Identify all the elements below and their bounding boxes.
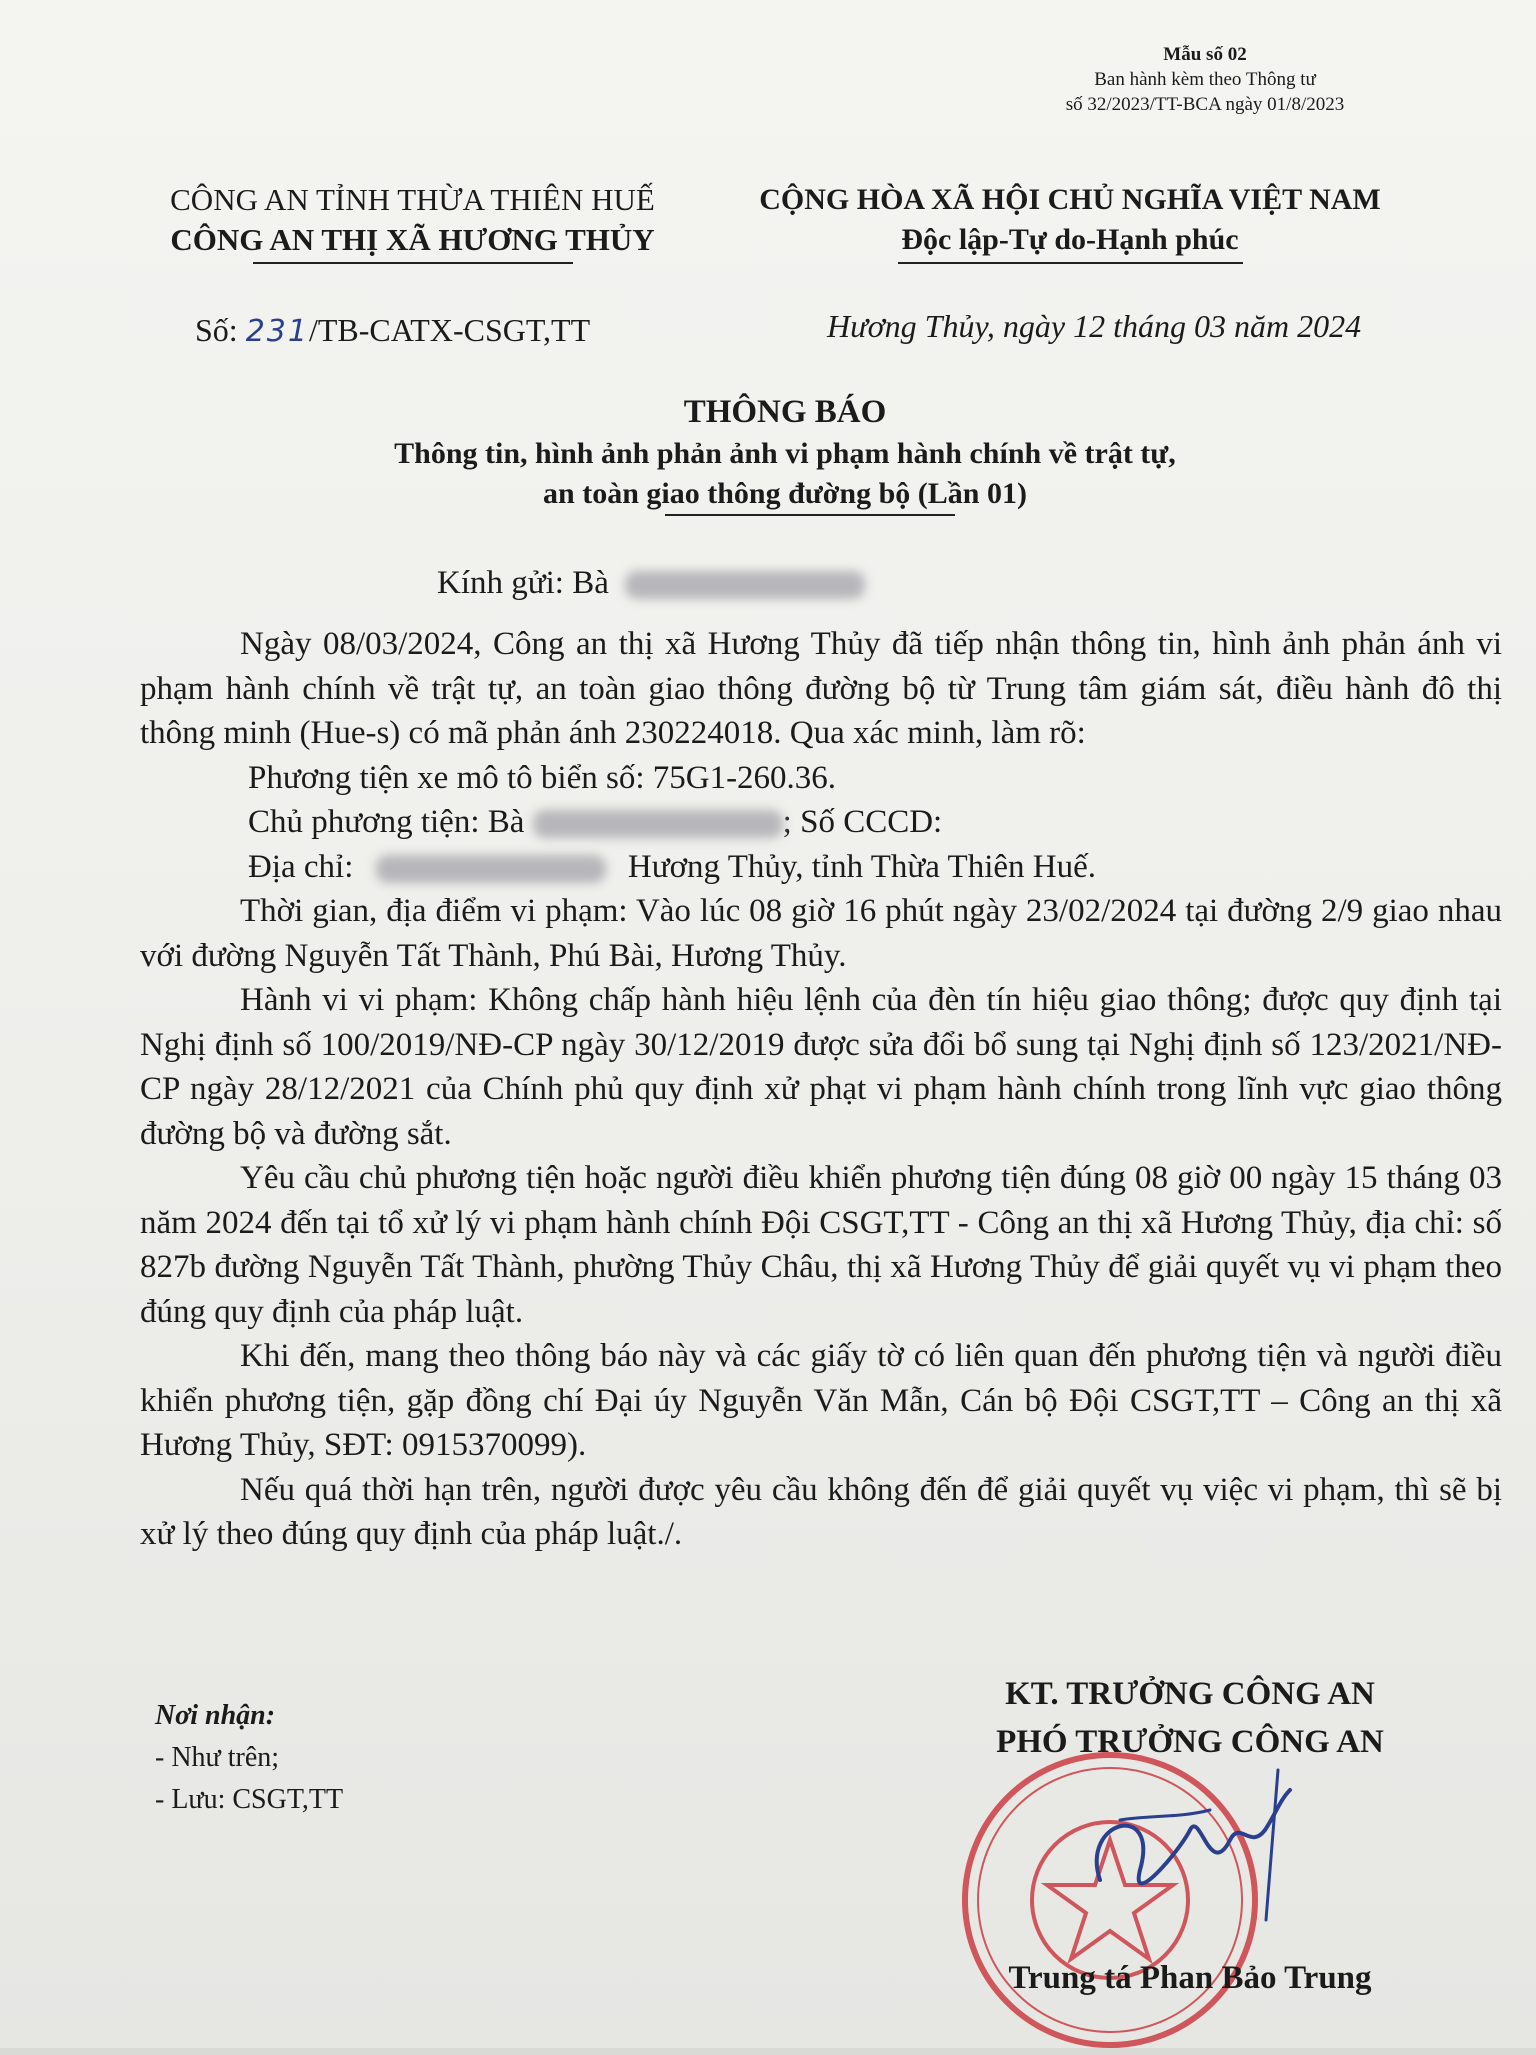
agency-parent: CÔNG AN TỈNH THỪA THIÊN HUẾ <box>170 182 655 217</box>
country-name: CỘNG HÒA XÃ HỘI CHỦ NGHĨA VIỆT NAM <box>759 183 1381 216</box>
form-line-1: Ban hành kèm theo Thông tư <box>1094 69 1316 90</box>
handwritten-signature <box>1040 1760 1340 1940</box>
notice-body <box>140 622 1502 1557</box>
address-line <box>140 845 1502 890</box>
body-violation: Hành vi vi phạm: Không chấp hành hiệu lệnh của đèn tín hiệu giao thông; được quy định tại Nghị định số 100/2019/NĐ-CP ngày 30/12/2019 được sửa đổi bổ sung tại Nghị định số 123/2021/NĐ-CP ngày 28/12/2021 của Chính phủ quy định xử phạt vi phạm hành chính trong lĩnh vực giao thông đường bộ và đường sắt. <box>140 982 1502 1152</box>
form-line-2: số 32/2023/TT-BCA ngày 01/8/2023 <box>1065 94 1345 115</box>
owner-label: Chủ phương tiện: Bà <box>248 804 525 840</box>
redacted-recipient-name <box>625 571 865 599</box>
signer-name: Trung tá Phan Bảo Trung <box>1008 1960 1372 1996</box>
notice-subtitle-1: Thông tin, hình ảnh phản ảnh vi phạm hành chính về trật tự, <box>394 437 1176 470</box>
body-request: Yêu cầu chủ phương tiện hoặc người điều khiển phương tiện đúng 08 giờ 00 ngày 15 tháng 03 năm 2024 đến tại tổ xử lý vi phạm hành chính Đội CSGT,TT - Công an thị xã Hương Thủy, địa chỉ: số 827b đường Nguyễn Tất Thành, phường Thủy Châu, thị xã Hương Thủy để giải quyết vụ vi phạm theo đúng quy định của pháp luật. <box>140 1160 1502 1330</box>
place-date: Hương Thủy, ngày 12 tháng 03 năm 2024 <box>827 308 1362 344</box>
owner-line <box>140 800 1502 845</box>
number-prefix: Số: <box>195 312 246 348</box>
address-rest: Hương Thủy, tỉnh Thừa Thiên Huế. <box>627 848 1097 885</box>
notice-subtitle-2: an toàn giao thông đường bộ (Lần 01) <box>543 477 1027 510</box>
national-header <box>745 180 1395 264</box>
document-number <box>195 312 590 349</box>
recipients-title: Nơi nhận: <box>155 1700 276 1731</box>
number-suffix: /TB-CATX-CSGT,TT <box>308 312 591 348</box>
signer-title-2: PHÓ TRƯỞNG CÔNG AN <box>996 1724 1384 1760</box>
cccd-label: ; Số CCCD: <box>782 804 943 840</box>
form-reference <box>1040 42 1370 117</box>
body-paragraph-intro: Ngày 08/03/2024, Công an thị xã Hương Thủy đã tiếp nhận thông tin, hình ảnh phản ánh vi phạm hành chính về trật tự, an toàn giao thông đường bộ từ Trung tâm giám sát, điều hành đô thị thông minh (Hue-s) có mã phản ánh 230224018. Qua xác minh, làm rõ: <box>140 626 1502 751</box>
recipients-list <box>155 1695 343 1821</box>
recipient-label: Kính gửi: Bà <box>437 565 609 601</box>
signer-title-1: KT. TRƯỞNG CÔNG AN <box>1005 1676 1375 1712</box>
body-bring-documents: Khi đến, mang theo thông báo này và các giấy tờ có liên quan đến phương tiện và người điều khiển phương tiện, gặp đồng chí Đại úy Nguyễn Văn Mẫn, Cán bộ Đội CSGT,TT – Công an thị xã Hương Thủy, SĐT: 0915370099). <box>140 1338 1502 1463</box>
agency-name: CÔNG AN THỊ XÃ HƯƠNG THỦY <box>170 222 655 257</box>
signature-block <box>945 1670 1435 1766</box>
title-underline <box>665 514 955 516</box>
agency-header <box>140 180 685 264</box>
body-time-place: Thời gian, địa điểm vi phạm: Vào lúc 08 giờ 16 phút ngày 23/02/2024 tại đường 2/9 giao nhau với đường Nguyễn Tất Thành, Phú Bài, Hương Thủy. <box>140 893 1502 974</box>
recipients-item-1: - Như trên; <box>155 1742 280 1773</box>
recipients-item-2: - Lưu: CSGT,TT <box>155 1784 344 1815</box>
redacted-address <box>376 855 606 883</box>
body-warning: Nếu quá thời hạn trên, người được yêu cầu không đến để giải quyết vụ việc vi phạm, thì sẽ bị xử lý theo đúng quy định của pháp luật./. <box>140 1471 1502 1552</box>
handwritten-number: 231 <box>245 314 309 349</box>
form-number: Mẫu số 02 <box>1163 44 1247 65</box>
notice-title-block <box>140 390 1430 516</box>
vehicle-line: Phương tiện xe mô tô biển số: 75G1-260.36. <box>248 759 837 796</box>
agency-underline <box>253 262 573 264</box>
motto-underline <box>898 262 1243 264</box>
redacted-owner-name <box>533 810 783 838</box>
national-motto: Độc lập-Tự do-Hạnh phúc <box>901 223 1239 256</box>
address-label: Địa chỉ: <box>248 848 354 885</box>
recipient-line <box>437 565 865 602</box>
notice-title: THÔNG BÁO <box>683 394 887 430</box>
